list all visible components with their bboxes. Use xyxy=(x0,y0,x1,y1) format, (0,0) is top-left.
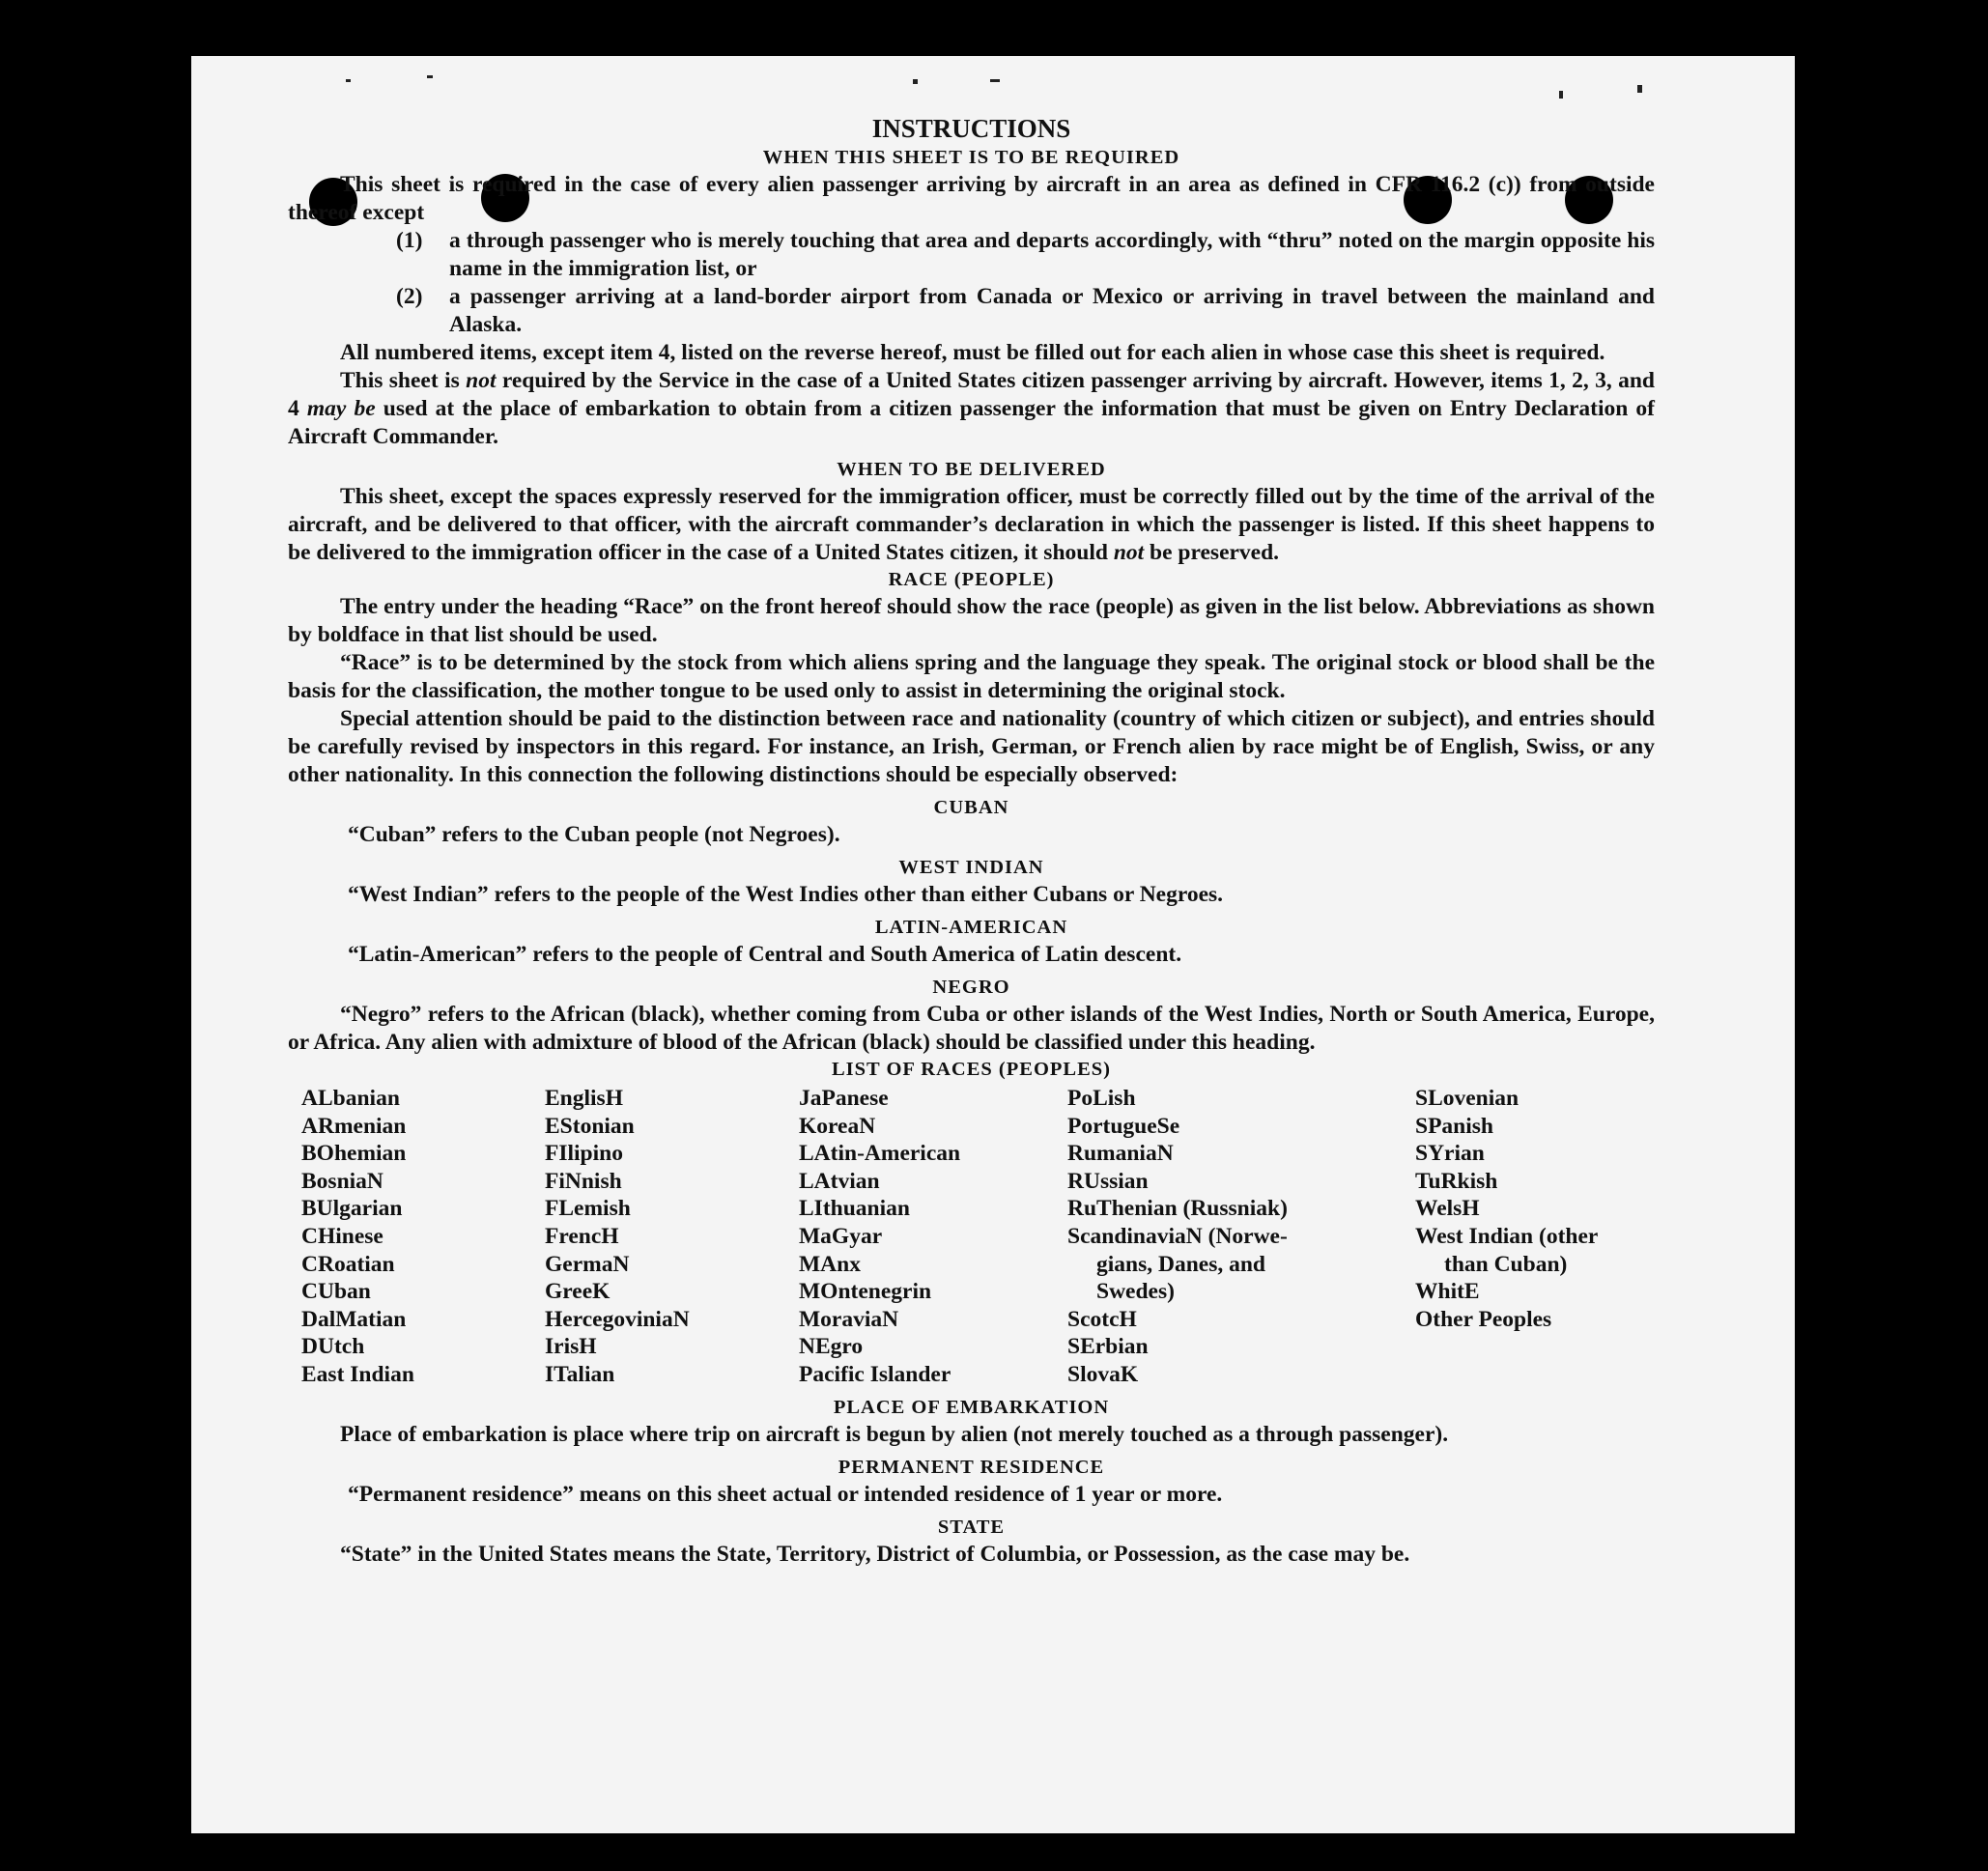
scan-speck xyxy=(427,75,433,78)
section-heading: WHEN TO BE DELIVERED xyxy=(837,459,1106,480)
paragraph: The entry under the heading “Race” on the front hereof should show the race (people) as given in the list below. Abbreviations as shown by boldface in that list should be used. xyxy=(288,594,1655,647)
race-entry: CUban xyxy=(301,1279,371,1305)
race-entry: DalMatian xyxy=(301,1306,407,1332)
scan-speck xyxy=(913,79,918,84)
race-entry: RUssian xyxy=(1067,1168,1149,1194)
definition: “Cuban” refers to the Cuban people (not Negroes). xyxy=(348,822,840,847)
race-entry: SPanish xyxy=(1415,1113,1493,1139)
race-entry: PortugueSe xyxy=(1067,1113,1180,1139)
race-entry: Pacific Islander xyxy=(799,1361,951,1387)
race-entry: CHinese xyxy=(301,1223,383,1249)
race-entry: gians, Danes, and xyxy=(1096,1251,1265,1277)
item-text: a passenger arriving at a land-border airport from Canada or Mexico or arriving in travel between the mainland and Alaska. xyxy=(449,284,1655,337)
paragraph: Place of embarkation is place where trip on aircraft is begun by alien (not merely touched as a through passenger). xyxy=(340,1421,1449,1447)
race-entry: BUlgarian xyxy=(301,1196,403,1222)
race-entry: GreeK xyxy=(545,1279,611,1305)
race-entry: LIthuanian xyxy=(799,1196,910,1222)
page-title: INSTRUCTIONS xyxy=(871,114,1071,143)
race-entry: NEgro xyxy=(799,1334,864,1360)
paragraph xyxy=(288,483,1655,567)
text-run: be preserved. xyxy=(1144,540,1280,565)
race-entry: East Indian xyxy=(301,1361,414,1387)
text-run: used at the place of embarkation to obtain from a citizen passenger the information that must be given on Entry Declaration of Aircraft Commander. xyxy=(288,396,1656,449)
race-entry: MaGyar xyxy=(799,1223,883,1249)
scan-speck xyxy=(1637,85,1642,93)
race-entry: EStonian xyxy=(545,1113,635,1139)
paragraph: Special attention should be paid to the distinction between race and nationality (country of which citizen or subject), and entries should be carefully revised by inspectors in this regard. For instance, an Irish, German, or French alien by race might be of English, Swiss, or any other nationality. In this connection the following distinctions should be especially observed: xyxy=(288,706,1655,787)
race-entry: FrencH xyxy=(545,1223,619,1249)
definition: “Negro” refers to the African (black), whether coming from Cuba or other islands of the West Indies, North or South America, Europe, or Africa. Any alien with admixture of blood of the African (black) should be classified under this heading. xyxy=(288,1002,1655,1055)
race-entry: EnglisH xyxy=(545,1086,623,1111)
race-entry: SlovaK xyxy=(1067,1361,1139,1387)
section-heading: RACE (PEOPLE) xyxy=(888,569,1055,590)
text-run: This sheet is xyxy=(340,368,467,393)
scan-speck xyxy=(346,79,351,82)
race-entry: PoLish xyxy=(1067,1086,1136,1111)
paragraph: “Race” is to be determined by the stock from which aliens spring and the language they speak. The original stock or blood shall be the basis for the classification, the mother tongue to be used only to assist in determining the original stock. xyxy=(288,650,1655,703)
section-heading: NEGRO xyxy=(932,977,1010,998)
instructions-body xyxy=(288,112,1655,1569)
scan-speck xyxy=(990,79,1000,82)
race-entry: TuRkish xyxy=(1415,1168,1498,1194)
races-column xyxy=(1067,1085,1415,1389)
race-entry: ScotcH xyxy=(1067,1306,1137,1332)
numbered-item xyxy=(288,283,1655,339)
race-entry: ITalian xyxy=(545,1361,615,1387)
races-column xyxy=(545,1085,799,1389)
race-entry: SErbian xyxy=(1067,1334,1149,1360)
section-heading: STATE xyxy=(937,1516,1006,1538)
race-entry: MAnx xyxy=(799,1251,861,1277)
paragraph: All numbered items, except item 4, listed on the reverse hereof, must be filled out for each alien in whose case this sheet is required. xyxy=(340,340,1605,365)
emphasis: may be xyxy=(306,396,376,421)
races-column xyxy=(1415,1085,1668,1389)
race-entry: WelsH xyxy=(1415,1196,1480,1222)
paragraph: This sheet is required in the case of every alien passenger arriving by aircraft in an area as defined in CFR 116.2 (c)) from outside thereof except xyxy=(288,172,1655,225)
race-entry: FIlipino xyxy=(545,1141,623,1167)
race-entry: ScandinaviaN (Norwe- xyxy=(1067,1223,1288,1249)
race-entry: SYrian xyxy=(1415,1141,1485,1167)
race-entry: ALbanian xyxy=(301,1086,400,1111)
race-entry: GermaN xyxy=(545,1251,630,1277)
race-entry: WhitE xyxy=(1415,1279,1480,1305)
text-run: required by the Service in the case of a United States citizen passenger arriving by aircraft. However, items 1, 2, 3, and 4 xyxy=(288,368,1656,421)
definition: “West Indian” refers to the people of the West Indies other than either Cubans or Negroes. xyxy=(348,882,1224,907)
races-column xyxy=(799,1085,1067,1389)
race-entry: FLemish xyxy=(545,1196,631,1222)
race-entry: West Indian (other xyxy=(1415,1223,1599,1249)
race-entry: ARmenian xyxy=(301,1113,407,1139)
race-entry: BosniaN xyxy=(301,1168,383,1194)
text-run: This sheet, except the spaces expressly reserved for the immigration officer, must be correctly filled out by the time of the arrival of the aircraft, and be delivered to that officer, with the aircraft commander’s declaration in which the passenger is listed. If this sheet happens to be delivered to the immigration officer in the case of a United States citizen, it should xyxy=(288,484,1655,565)
scan-speck xyxy=(1559,91,1563,99)
section-heading: LIST OF RACES (PEOPLES) xyxy=(832,1059,1111,1080)
definition: “State” in the United States means the State, Territory, District of Columbia, or Possession, as the case may be. xyxy=(340,1541,1410,1567)
definition: “Permanent residence” means on this sheet actual or intended residence of 1 year or more. xyxy=(348,1481,1223,1507)
section-heading: LATIN-AMERICAN xyxy=(874,917,1068,938)
race-entry: CRoatian xyxy=(301,1251,395,1277)
item-number: (1) xyxy=(396,228,423,253)
race-entry: LAtin-American xyxy=(799,1141,961,1167)
race-entry: HercegoviniaN xyxy=(545,1306,690,1332)
section-heading: CUBAN xyxy=(933,797,1009,818)
race-entry: IrisH xyxy=(545,1334,597,1360)
emphasis: not xyxy=(1113,540,1145,565)
section-heading: WHEN THIS SHEET IS TO BE REQUIRED xyxy=(762,147,1180,168)
race-entry: DUtch xyxy=(301,1334,365,1360)
race-entry: FiNnish xyxy=(545,1168,622,1194)
race-entry: Swedes) xyxy=(1096,1279,1175,1305)
races-column xyxy=(301,1085,545,1389)
item-text: a through passenger who is merely touching that area and departs accordingly, with “thru” noted on the margin opposite his name in the immigration list, or xyxy=(449,228,1655,281)
race-entry: LAtvian xyxy=(799,1168,880,1194)
races-list xyxy=(288,1085,1655,1389)
race-entry: JaPanese xyxy=(799,1086,889,1111)
race-entry: SLovenian xyxy=(1415,1086,1519,1111)
section-heading: WEST INDIAN xyxy=(898,857,1044,878)
emphasis: not xyxy=(466,368,497,393)
race-entry: MOntenegrin xyxy=(799,1279,932,1305)
numbered-item xyxy=(288,227,1655,283)
definition: “Latin-American” refers to the people of Central and South America of Latin descent. xyxy=(348,942,1182,967)
item-number: (2) xyxy=(396,284,423,309)
race-entry: KoreaN xyxy=(799,1113,876,1139)
race-entry: RuThenian (Russniak) xyxy=(1067,1196,1288,1222)
section-heading: PLACE OF EMBARKATION xyxy=(833,1396,1110,1418)
section-heading: PERMANENT RESIDENCE xyxy=(838,1456,1105,1478)
race-entry: than Cuban) xyxy=(1444,1251,1568,1277)
paragraph xyxy=(288,367,1655,451)
race-entry: RumaniaN xyxy=(1067,1141,1174,1167)
race-entry: BOhemian xyxy=(301,1141,407,1167)
document-page xyxy=(191,56,1795,1833)
race-entry: MoraviaN xyxy=(799,1306,899,1332)
race-entry: Other Peoples xyxy=(1415,1306,1552,1332)
